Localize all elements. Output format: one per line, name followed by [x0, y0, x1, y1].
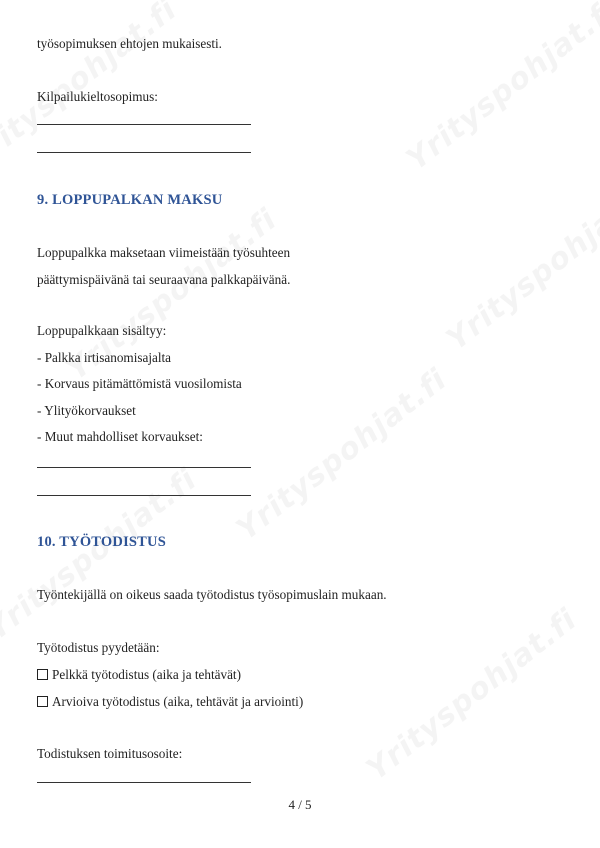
- list-item: - Palkka irtisanomisajalta: [37, 350, 172, 365]
- blank-line[interactable]: [37, 495, 251, 496]
- option-label: Pelkkä työtodistus (aika ja tehtävät): [52, 667, 241, 682]
- watermark-text: [400, 0, 600, 178]
- certificate-label: Työtodistus pyydetään:: [37, 640, 160, 655]
- delivery-label: Todistuksen toimitusosoite:: [37, 746, 183, 761]
- watermark-text: [360, 602, 584, 788]
- watermark-text: [230, 362, 454, 548]
- checkbox[interactable]: [37, 669, 48, 680]
- list-item: - Korvaus pitämättömistä vuosilomista: [37, 376, 242, 391]
- body-text: Loppupalkka maksetaan viimeistään työsuhteen: [37, 245, 291, 260]
- blank-line[interactable]: [37, 782, 251, 783]
- section-heading: 10. TYÖTODISTUS: [37, 534, 166, 550]
- blank-line[interactable]: [37, 124, 251, 125]
- checkbox[interactable]: [37, 696, 48, 707]
- body-text: päättymispäivänä tai seuraavana palkkapäivänä.: [37, 272, 291, 287]
- list-item: - Ylityökorvaukset: [37, 403, 136, 418]
- option-evaluative[interactable]: [37, 694, 303, 710]
- option-label: Arvioiva työtodistus (aika, tehtävät ja arviointi): [52, 694, 304, 709]
- noncompete-label: Kilpailukieltosopimus:: [37, 89, 158, 104]
- watermark-text: [440, 172, 600, 358]
- page-number: 4 / 5: [288, 797, 312, 812]
- section-heading: 9. LOPPUPALKAN MAKSU: [37, 192, 223, 208]
- blank-line[interactable]: [37, 152, 251, 153]
- blank-line[interactable]: [37, 467, 251, 468]
- includes-label: Loppupalkkaan sisältyy:: [37, 323, 167, 338]
- list-item: - Muut mahdolliset korvaukset:: [37, 429, 203, 444]
- watermark-text: [0, 462, 204, 648]
- option-simple[interactable]: [37, 667, 241, 683]
- body-text: Työntekijällä on oikeus saada työtodistus työsopimuslain mukaan.: [37, 587, 387, 602]
- body-text: työsopimuksen ehtojen mukaisesti.: [37, 36, 222, 51]
